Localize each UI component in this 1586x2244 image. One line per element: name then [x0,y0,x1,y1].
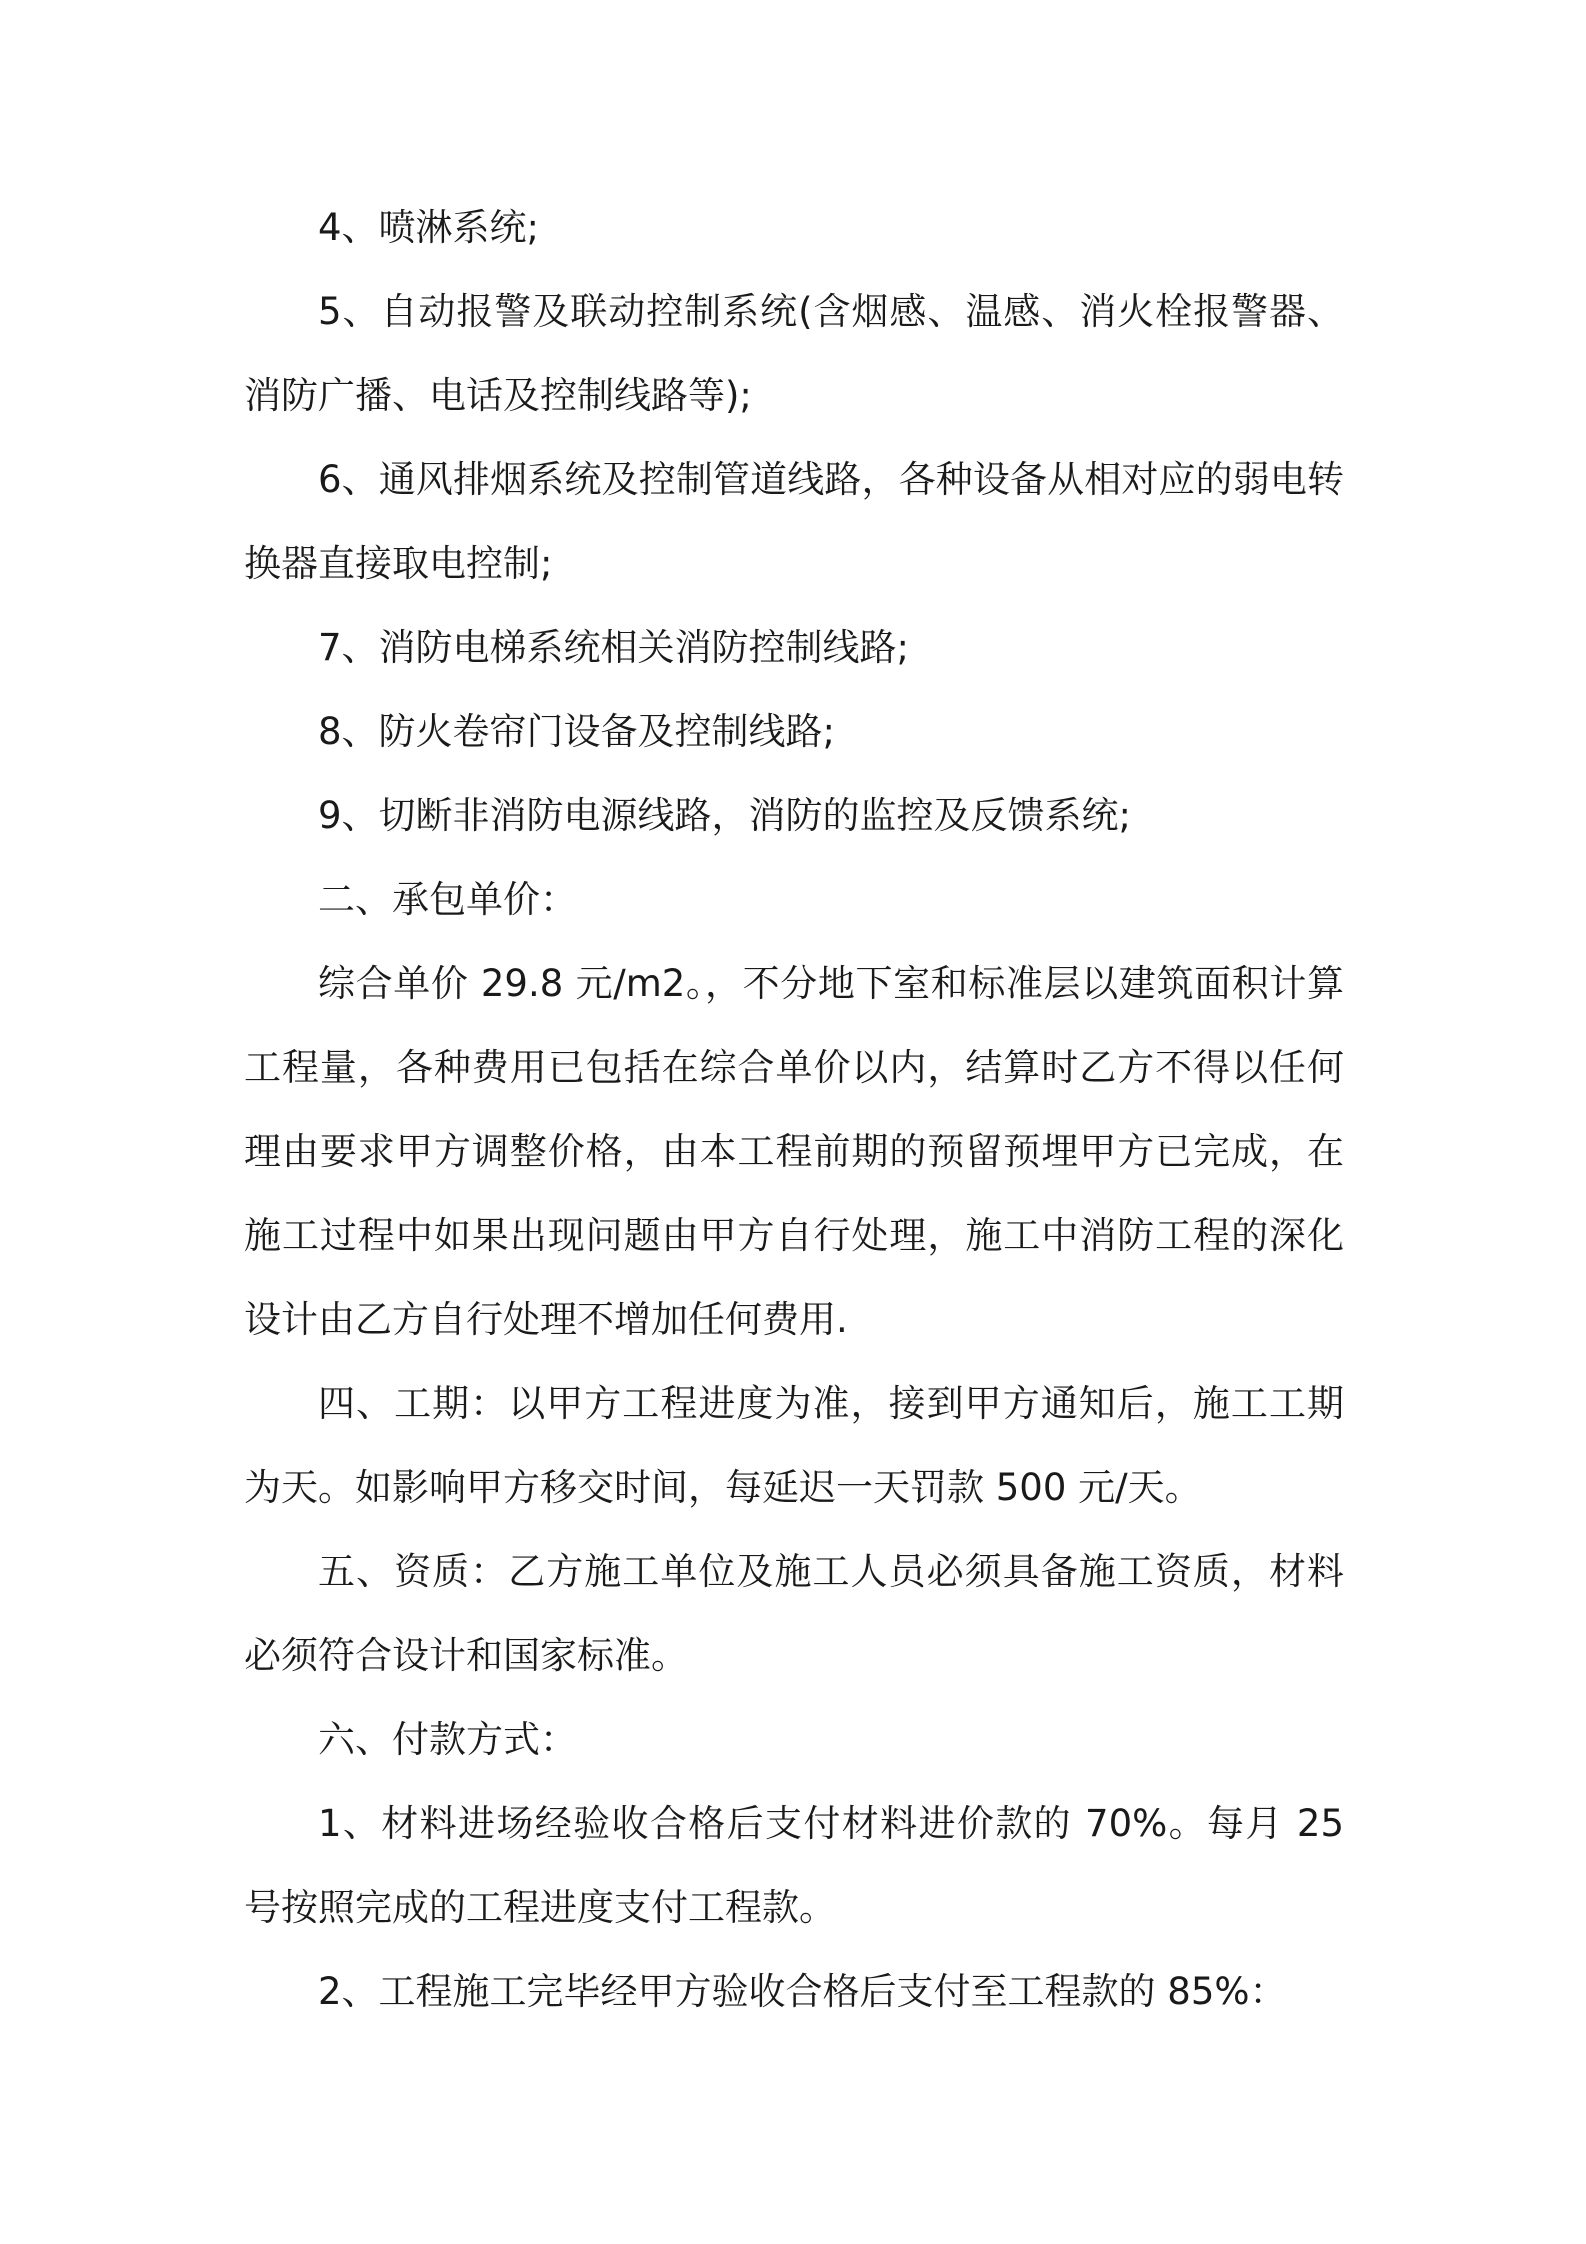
section-heading-unit-price: 二、承包单价： [318,878,577,921]
item-auto-alarm-system: 5、自动报警及联动控制系统(含烟感、温感、消火栓报警器、消防广播、电话及控制线路等); [244,290,1344,417]
section-heading-payment-method: 六、付款方式： [318,1718,577,1761]
unit-price-paragraph: 综合单价 29.8 元/m2。，不分地下室和标准层以建筑面积计算工程量，各种费用已包括在综合单价以内，结算时乙方不得以任何理由要求甲方调整价格，由本工程前期的预留预埋甲方已完成，在施工过程中如果出现问题由甲方自行处理，施工中消防工程的深化设计由乙方自行处理不增加任何费用. [244,962,1344,1341]
construction-period-paragraph: 四、工期：以甲方工程进度为准，接到甲方通知后，施工工期为天。如影响甲方移交时间，每延迟一天罚款 500 元/天。 [244,1382,1344,1509]
item-power-cutoff-monitoring: 9、切断非消防电源线路，消防的监控及反馈系统; [318,794,1132,837]
item-fire-shutter-door: 8、防火卷帘门设备及控制线路; [318,710,836,753]
qualification-paragraph: 五、资质：乙方施工单位及施工人员必须具备施工资质，材料必须符合设计和国家标准。 [244,1550,1344,1677]
document-body [244,186,1344,2034]
item-sprinkler-system: 4、喷淋系统; [318,206,540,249]
item-fire-elevator-system: 7、消防电梯系统相关消防控制线路; [318,626,910,669]
payment-item-1: 1、材料进场经验收合格后支付材料进价款的 70%。每月 25 号按照完成的工程进度支付工程款。 [244,1802,1344,1929]
payment-item-2: 2、工程施工完毕经甲方验收合格后支付至工程款的 85%： [318,1970,1287,2013]
item-ventilation-smoke-system: 6、通风排烟系统及控制管道线路，各种设备从相对应的弱电转换器直接取电控制; [244,458,1344,585]
